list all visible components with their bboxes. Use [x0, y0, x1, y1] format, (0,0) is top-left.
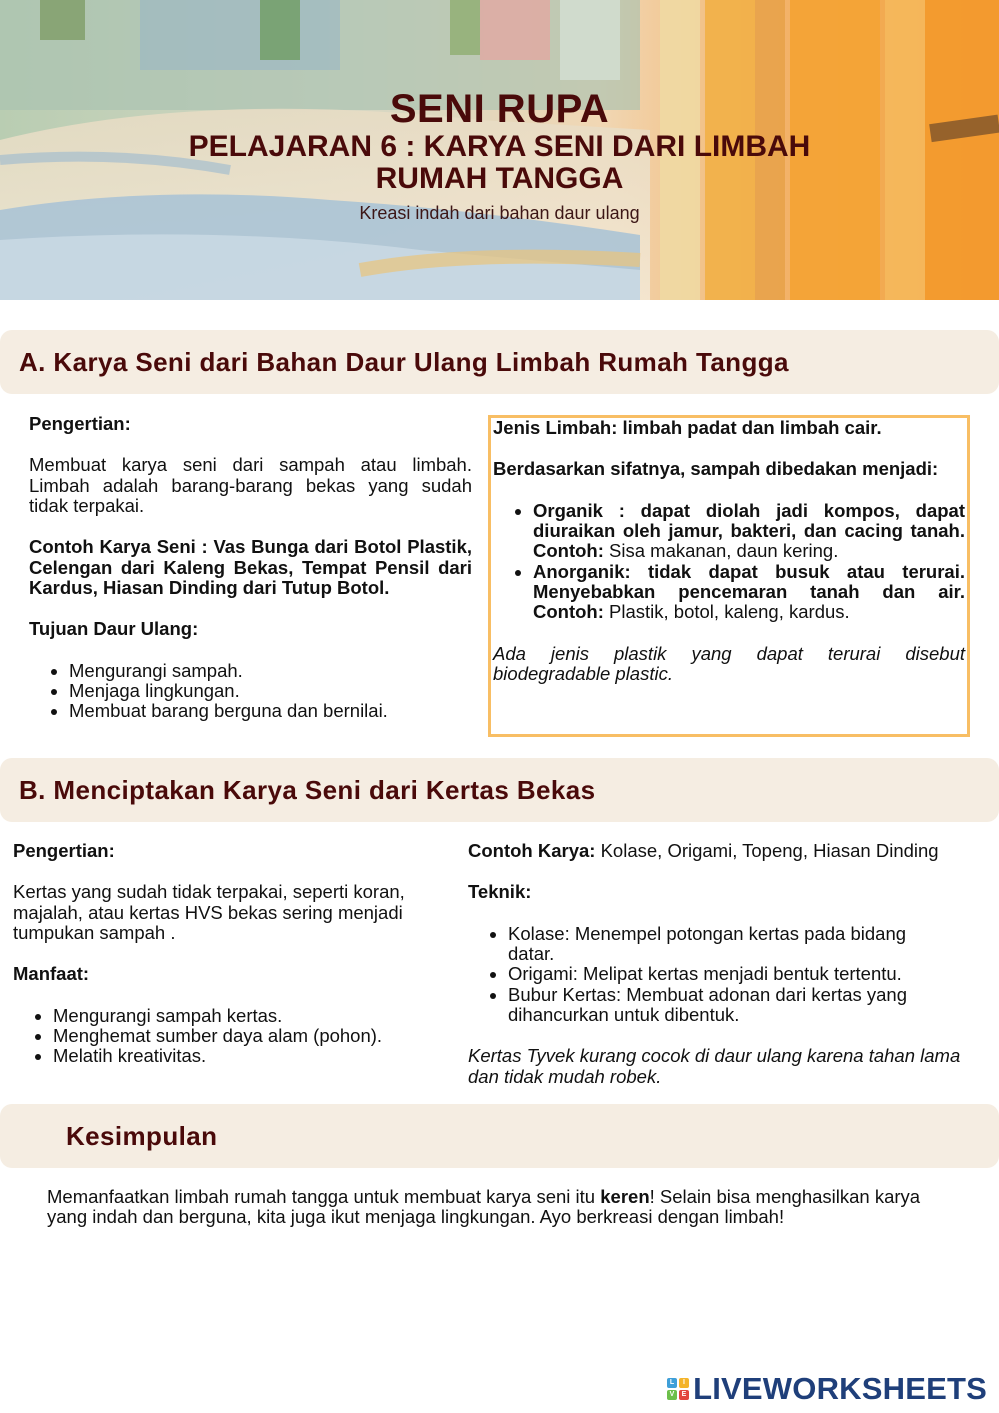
- logo-cubes-icon: L I V E: [667, 1378, 689, 1400]
- contoh-karya-seni: Contoh Karya Seni : Vas Bunga dari Botol Plastik, Celengan dari Kaleng Bekas, Tempat Pensil dari Kardus, Hiasan Dinding dari Tutup Botol.: [29, 536, 472, 599]
- list-item: • Kolase: Menempel potongan kertas pada bidang datar.: [508, 924, 948, 965]
- section-a-left-column: [29, 414, 472, 722]
- list-item: • Mengurangi sampah.: [69, 661, 472, 681]
- anorganik-item: • Anorganik: tidak dapat busuk atau terurai. Menyebabkan pencemaran tanah dan air. Contoh: Plastik, botol, kaleng, kardus.: [533, 562, 965, 623]
- tagline: Kreasi indah dari bahan daur ulang: [359, 203, 640, 223]
- section-a-heading: A. Karya Seni dari Bahan Daur Ulang Limbah Rumah Tangga: [0, 330, 999, 394]
- tujuan-list: [29, 661, 472, 722]
- list-item: • Melatih kreativitas.: [53, 1046, 453, 1066]
- tujuan-label: Tujuan Daur Ulang:: [29, 618, 199, 640]
- kesimpulan-heading: Kesimpulan: [0, 1104, 999, 1168]
- list-item: • Bubur Kertas: Membuat adonan dari kertas yang dihancurkan untuk dibentuk.: [508, 985, 948, 1026]
- tyvek-note: Kertas Tyvek kurang cocok di daur ulang karena tahan lama dan tidak mudah robek.: [468, 1045, 961, 1087]
- header-banner: [0, 0, 999, 300]
- liveworksheets-logo: [667, 1372, 987, 1406]
- biodegradable-note: Ada jenis plastik yang dapat terurai disebut biodegradable plastic.: [493, 642, 965, 685]
- list-item: • Menghemat sumber daya alam (pohon).: [53, 1026, 453, 1046]
- list-item: • Menjaga lingkungan.: [69, 681, 472, 701]
- sifat-text: Berdasarkan sifatnya, sampah dibedakan menjadi:: [493, 458, 939, 480]
- contoh-karya: Contoh Karya: Kolase, Origami, Topeng, Hiasan Dinding: [468, 840, 939, 861]
- kesimpulan-text: Memanfaatkan limbah rumah tangga untuk membuat karya seni itu keren! Selain bisa menghasilkan karya yang indah dan berguna, kita juga ikut menjaga lingkungan. Ayo berkreasi dengan limbah!: [47, 1186, 921, 1228]
- section-b-heading: B. Menciptakan Karya Seni dari Kertas Bekas: [0, 758, 999, 822]
- lesson-title-line1: PELAJARAN 6 : KARYA SENI DARI LIMBAH: [188, 130, 811, 163]
- section-b-right-column: [468, 841, 988, 1087]
- jenis-limbah-text: Jenis Limbah: limbah padat dan limbah cair.: [493, 417, 882, 438]
- pengertian-text: Membuat karya seni dari sampah atau limbah. Limbah adalah barang-barang bekas yang sudah tidak terpakai.: [29, 454, 472, 517]
- list-item: • Membuat barang berguna dan bernilai.: [69, 701, 472, 721]
- logo-text: LIVEWORKSHEETS: [693, 1370, 987, 1406]
- jenis-limbah-box: [488, 415, 970, 737]
- list-item: • Mengurangi sampah kertas.: [53, 1006, 453, 1026]
- teknik-list: [468, 924, 988, 1026]
- lesson-title-line2: RUMAH TANGGA: [375, 162, 624, 195]
- teknik-label: Teknik:: [468, 881, 532, 903]
- manfaat-list: [13, 1006, 453, 1067]
- page-title: SENI RUPA: [389, 87, 610, 131]
- pengertian-text: Kertas yang sudah tidak terpakai, seperti koran, majalah, atau kertas HVS bekas sering menjadi tumpukan sampah .: [13, 881, 405, 944]
- pengertian-label: Pengertian:: [29, 413, 131, 434]
- sampah-types-list: [493, 501, 965, 623]
- header-text: [0, 88, 999, 224]
- list-item: • Origami: Melipat kertas menjadi bentuk tertentu.: [508, 964, 948, 984]
- organik-item: • Organik : dapat diolah jadi kompos, dapat diuraikan oleh jamur, bakteri, dan cacing tanah. Contoh: Sisa makanan, daun kering.: [533, 501, 965, 562]
- manfaat-label: Manfaat:: [13, 963, 90, 985]
- section-b-left-column: [13, 841, 453, 1067]
- pengertian-label: Pengertian:: [13, 840, 115, 861]
